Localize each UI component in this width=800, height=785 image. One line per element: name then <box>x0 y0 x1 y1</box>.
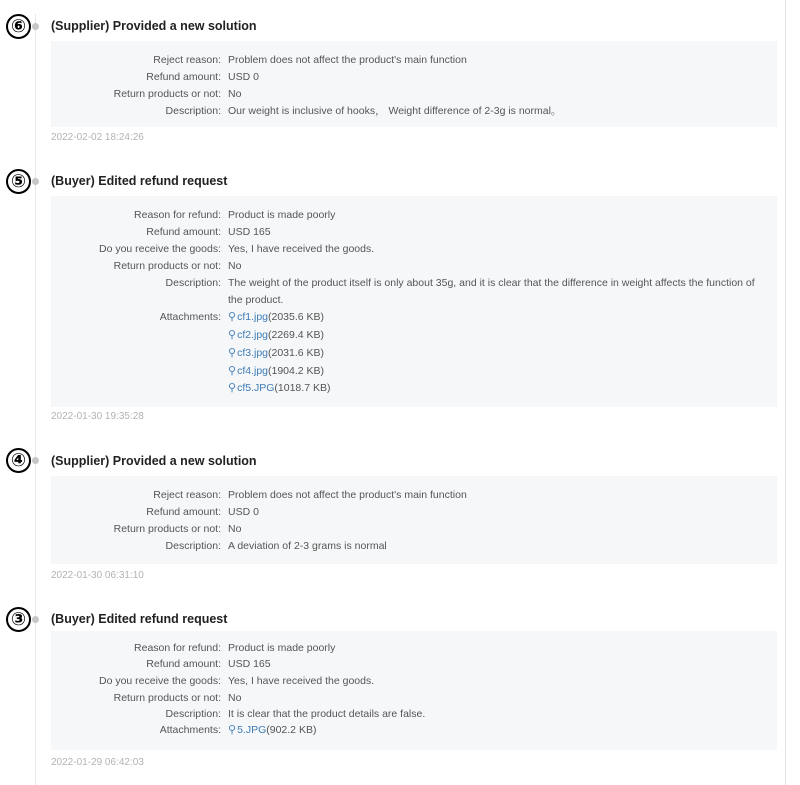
detail-value: USD 0 <box>228 506 259 518</box>
entry-title: (Buyer) Edited refund request <box>51 612 228 626</box>
detail-label: Return products or not: <box>113 260 221 272</box>
detail-label: Description: <box>165 277 221 289</box>
attachment-item <box>228 722 316 739</box>
attachment-size: (2031.6 KB) <box>268 347 325 359</box>
attachment-link[interactable]: cf3.jpg <box>237 347 268 359</box>
detail-label: Refund amount: <box>146 71 221 83</box>
attachment-size: (1018.7 KB) <box>274 382 331 394</box>
detail-label: Reason for refund: <box>134 642 221 654</box>
attachment-link[interactable]: cf5.JPG <box>237 382 275 394</box>
step-number-badge: ④ <box>6 448 31 473</box>
detail-value: Product is made poorly <box>228 642 336 654</box>
timestamp: 2022-01-29 06:42:03 <box>51 757 144 768</box>
detail-value: Problem does not affect the product's main function <box>228 489 467 501</box>
entry-title: (Supplier) Provided a new solution <box>51 19 257 33</box>
entry-title: (Buyer) Edited refund request <box>51 174 228 188</box>
detail-value: No <box>228 88 242 100</box>
attachment-link[interactable]: cf4.jpg <box>237 365 268 377</box>
detail-label: Do you receive the goods: <box>99 243 221 255</box>
step-number-badge: ⑥ <box>6 14 31 39</box>
attachment-item <box>228 309 324 326</box>
paperclip-icon: ⚲ <box>228 724 237 736</box>
attachment-size: (2269.4 KB) <box>268 329 325 341</box>
scrollbar[interactable] <box>785 0 786 785</box>
attachment-size: (2035.6 KB) <box>268 311 325 323</box>
details-panel <box>51 41 777 127</box>
detail-label: Refund amount: <box>146 658 221 670</box>
detail-label: Refund amount: <box>146 506 221 518</box>
detail-value: A deviation of 2-3 grams is normal <box>228 540 387 552</box>
detail-label: Reject reason: <box>153 54 221 66</box>
attachments-label: Attachments: <box>159 311 221 323</box>
detail-label: Return products or not: <box>113 523 221 535</box>
attachment-item <box>228 363 324 380</box>
detail-label: Return products or not: <box>113 88 221 100</box>
detail-value: USD 165 <box>228 226 271 238</box>
paperclip-icon: ⚲ <box>228 347 237 359</box>
timeline-dot <box>32 616 39 623</box>
paperclip-icon: ⚲ <box>228 382 237 394</box>
attachment-item <box>228 380 330 397</box>
detail-label: Reason for refund: <box>134 209 221 221</box>
timeline-dot <box>32 457 39 464</box>
detail-value: It is clear that the product details are false. <box>228 708 426 720</box>
detail-value: Problem does not affect the product's main function <box>228 54 467 66</box>
detail-value: The weight of the product itself is only about 35g, and it is clear that the difference in weight affects the function of the product. <box>228 277 755 306</box>
detail-value: Our weight is inclusive of hooks， Weight difference of 2-3g is normal。 <box>228 105 562 117</box>
paperclip-icon: ⚲ <box>228 311 237 323</box>
timeline-dot <box>32 178 39 185</box>
detail-label: Description: <box>165 708 221 720</box>
step-number-badge: ③ <box>6 607 31 632</box>
detail-value: No <box>228 692 242 704</box>
paperclip-icon: ⚲ <box>228 365 237 377</box>
detail-value: USD 165 <box>228 658 271 670</box>
timeline-dot <box>32 23 39 30</box>
detail-label: Description: <box>165 105 221 117</box>
detail-label: Description: <box>165 540 221 552</box>
attachment-size: (1904.2 KB) <box>268 365 325 377</box>
entry-title: (Supplier) Provided a new solution <box>51 454 257 468</box>
attachment-link[interactable]: 5.JPG <box>237 724 267 736</box>
detail-value: No <box>228 260 242 272</box>
detail-value: Yes, I have received the goods. <box>228 675 375 687</box>
timestamp: 2022-01-30 06:31:10 <box>51 570 144 581</box>
timestamp: 2022-01-30 19:35:28 <box>51 411 144 422</box>
detail-label: Reject reason: <box>153 489 221 501</box>
attachment-link[interactable]: cf1.jpg <box>237 311 268 323</box>
attachment-size: (902.2 KB) <box>266 724 317 736</box>
timestamp: 2022-02-02 18:24:26 <box>51 132 144 143</box>
attachment-link[interactable]: cf2.jpg <box>237 329 268 341</box>
detail-value: No <box>228 523 242 535</box>
detail-value: Product is made poorly <box>228 209 336 221</box>
detail-value: USD 0 <box>228 71 259 83</box>
attachments-label: Attachments: <box>159 724 221 736</box>
details-panel <box>51 196 777 407</box>
detail-label: Return products or not: <box>113 692 221 704</box>
detail-label: Refund amount: <box>146 226 221 238</box>
details-panel <box>51 476 777 564</box>
paperclip-icon: ⚲ <box>228 329 237 341</box>
details-panel <box>51 631 777 750</box>
detail-label: Do you receive the goods: <box>99 675 221 687</box>
detail-value: Yes, I have received the goods. <box>228 243 375 255</box>
attachment-item <box>228 345 324 362</box>
attachment-item <box>228 327 324 344</box>
timeline-rail <box>35 14 36 785</box>
step-number-badge: ⑤ <box>6 169 31 194</box>
